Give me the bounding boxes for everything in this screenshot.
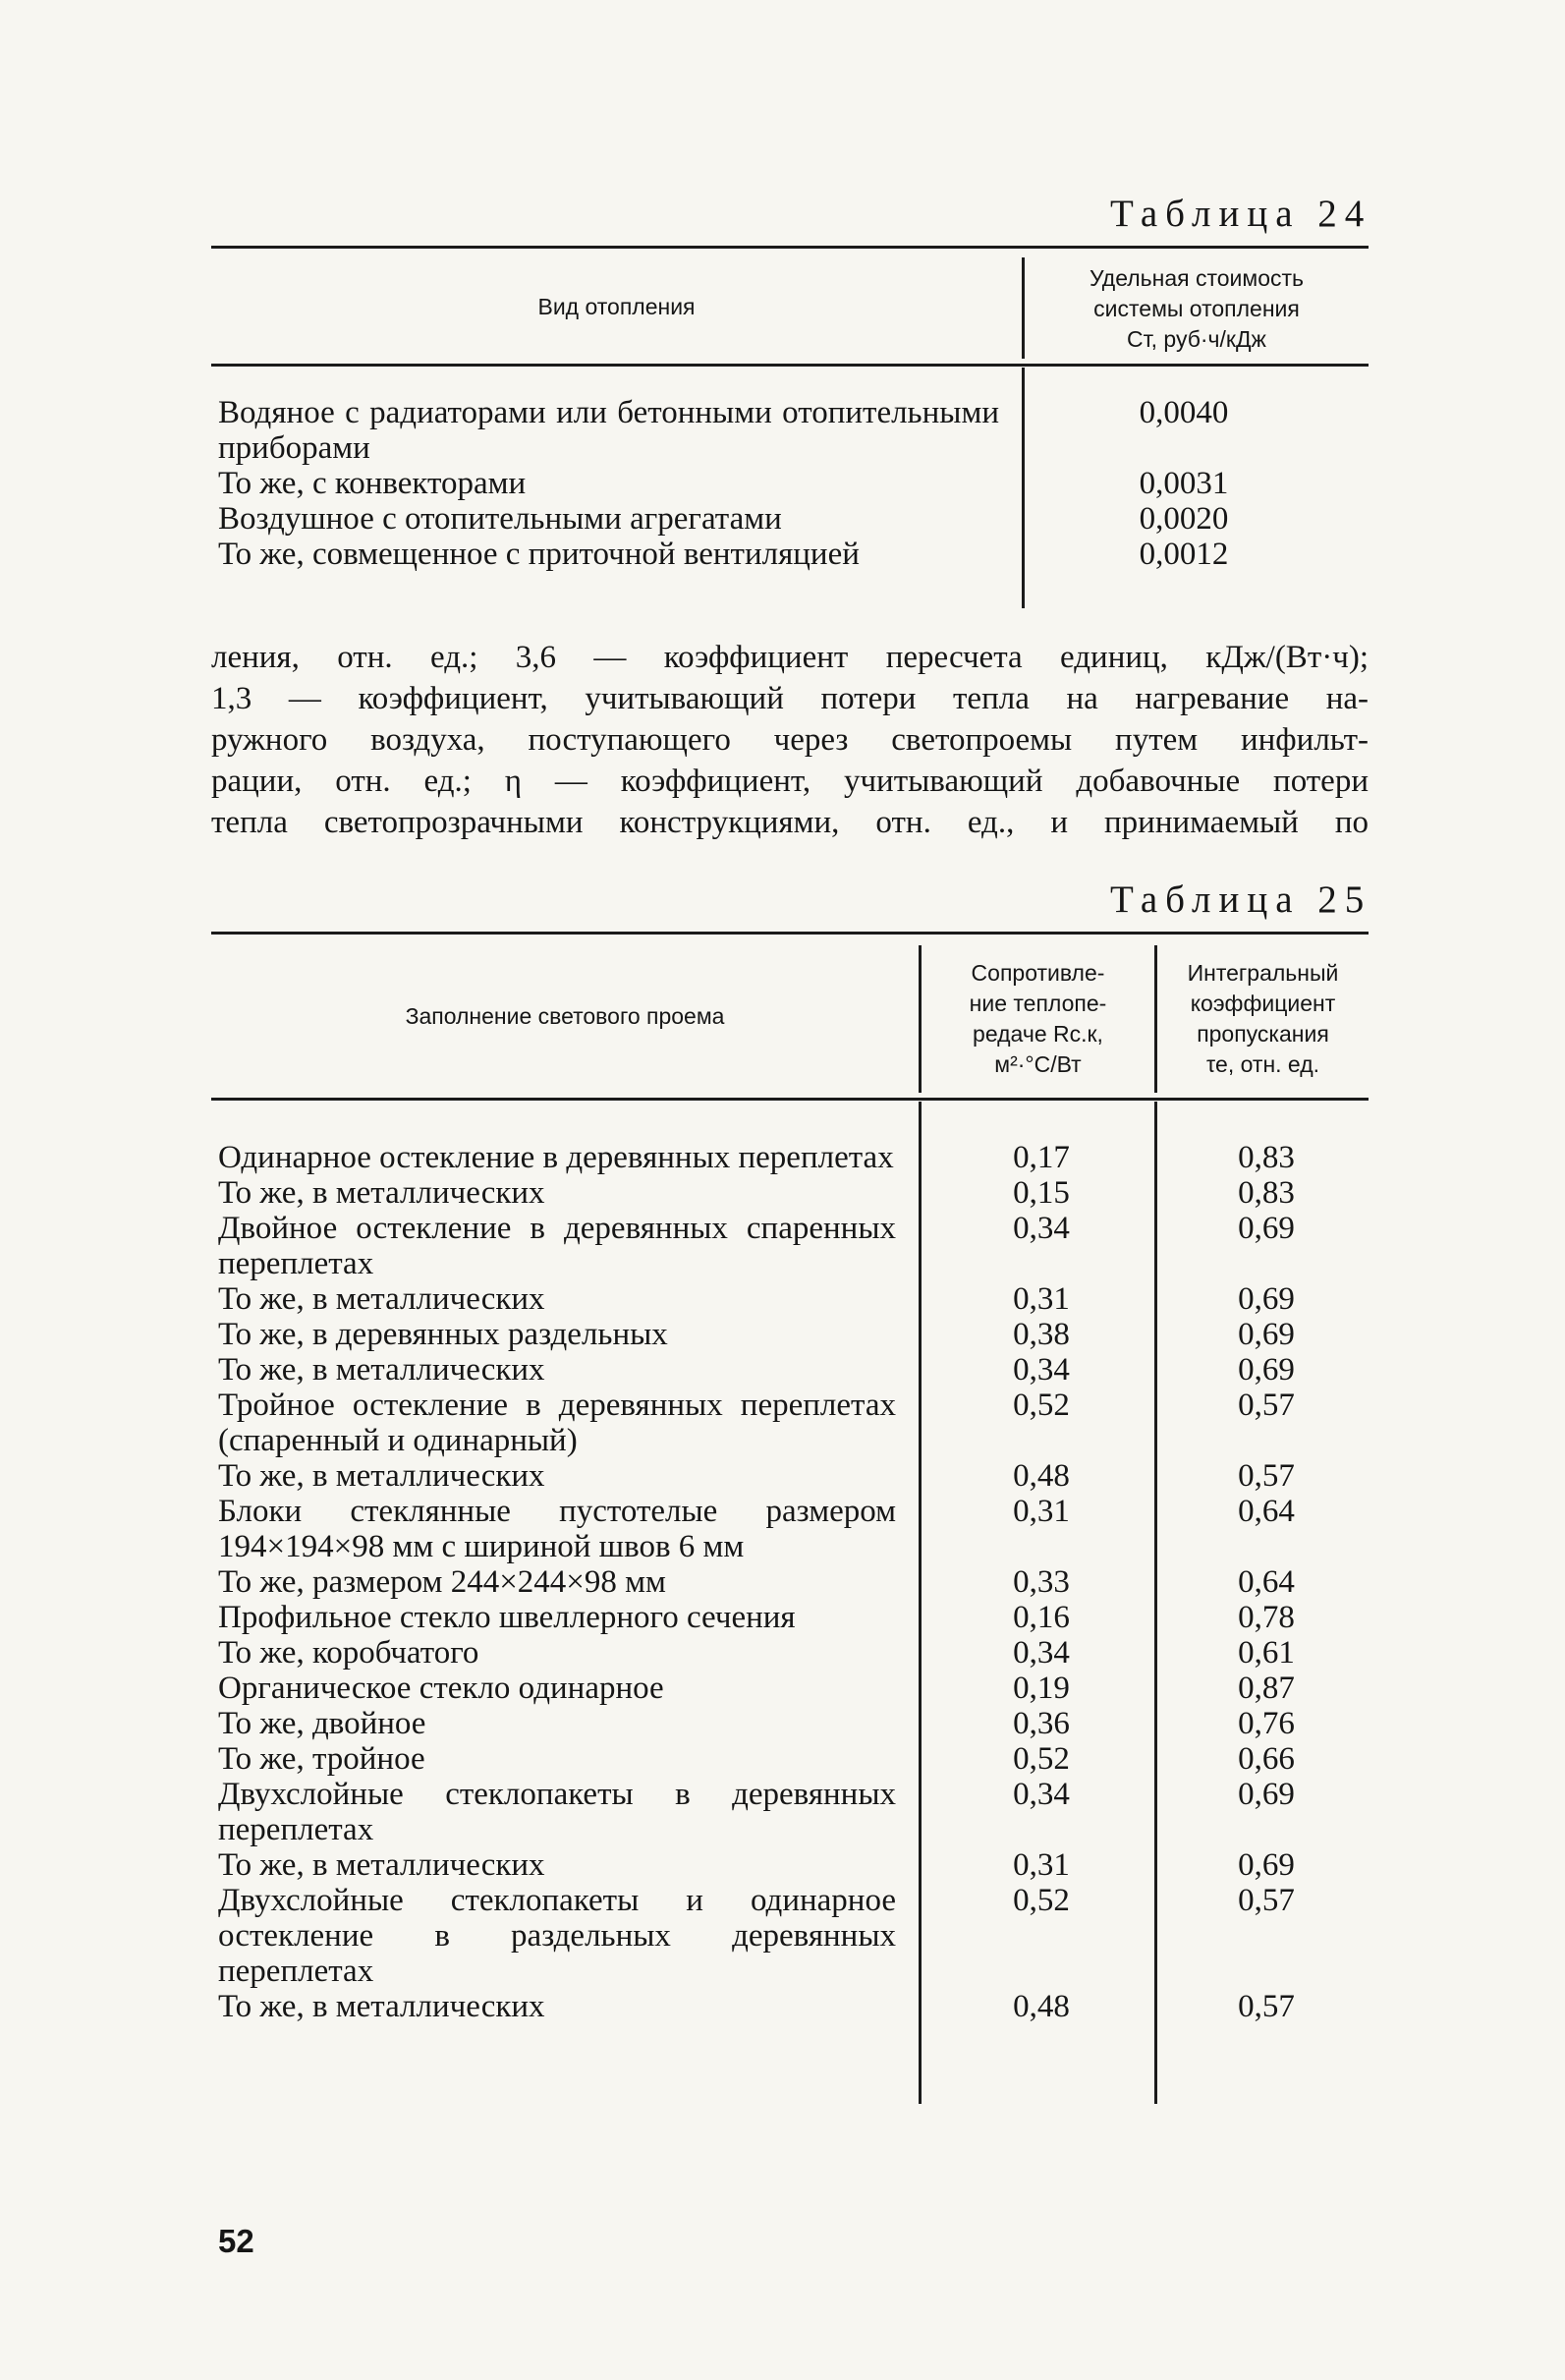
- row-label: То же, в металлических: [218, 1989, 545, 2024]
- header-line: м²·°С/Вт: [994, 1051, 1082, 1077]
- row-label: То же, коробчатого: [218, 1635, 479, 1671]
- table-row: [218, 1388, 1369, 1458]
- row-transmittance: 0,69: [1238, 1352, 1295, 1388]
- row-transmittance: 0,57: [1238, 1883, 1295, 1918]
- row-resistance: 0,31: [1013, 1494, 1070, 1529]
- table-row: [218, 501, 1369, 537]
- row-transmittance: 0,57: [1238, 1458, 1295, 1494]
- row-transmittance: 0,69: [1238, 1211, 1295, 1246]
- row-label: То же, тройное: [218, 1741, 425, 1777]
- table-row: [218, 1317, 1369, 1352]
- row-value: 0,0012: [1139, 537, 1229, 572]
- row-transmittance: 0,78: [1238, 1600, 1295, 1635]
- row-resistance: 0,38: [1013, 1317, 1070, 1352]
- page-number: 52: [218, 2223, 254, 2259]
- row-label: Двойное остекление в деревянных спаренных переплетах: [218, 1211, 896, 1281]
- row-label: Водяное с радиаторами или бетонными отопительными приборами: [218, 395, 999, 466]
- header-line: τе, отн. ед.: [1205, 1051, 1320, 1077]
- header-line: Интегральный: [1187, 960, 1339, 986]
- header-line: редаче Rс.к,: [973, 1021, 1103, 1047]
- row-transmittance: 0,69: [1238, 1777, 1295, 1812]
- table-row: [218, 1706, 1369, 1741]
- row-resistance: 0,34: [1013, 1635, 1070, 1671]
- row-transmittance: 0,57: [1238, 1388, 1295, 1423]
- paragraph-line: ления, отн. ед.; 3,6 — коэффициент пересчета единиц, кДж/(Вт·ч);: [211, 640, 1369, 675]
- row-value: 0,0031: [1139, 466, 1229, 501]
- row-label: То же, с конвекторами: [218, 466, 527, 501]
- table25-header-rule: [211, 1098, 1369, 1101]
- row-label: То же, в деревянных раздельных: [218, 1317, 668, 1352]
- row-label: Двухслойные стеклопакеты и одинарное остекление в раздельных деревянных переплетах: [218, 1883, 896, 1989]
- table-row: [218, 1211, 1369, 1281]
- row-resistance: 0,36: [1013, 1706, 1070, 1741]
- row-resistance: 0,33: [1013, 1564, 1070, 1600]
- row-transmittance: 0,64: [1238, 1564, 1295, 1600]
- body-paragraph: [211, 637, 1369, 843]
- table-row: [218, 395, 1369, 466]
- row-transmittance: 0,83: [1238, 1140, 1295, 1175]
- table24-col1-header: Вид отопления: [537, 293, 696, 319]
- row-label: Одинарное остекление в деревянных переплетах: [218, 1140, 894, 1175]
- table-row: [218, 1777, 1369, 1847]
- header-line: Удельная стоимость: [1089, 264, 1305, 291]
- row-transmittance: 0,57: [1238, 1989, 1295, 2024]
- table25-caption: Таблица 25: [1110, 878, 1372, 921]
- table25-col1-header: Заполнение светового проема: [405, 1002, 725, 1029]
- table25-top-rule: [211, 932, 1369, 935]
- table-row: [218, 1741, 1369, 1777]
- row-resistance: 0,34: [1013, 1777, 1070, 1812]
- table25-col2-header: [922, 943, 1154, 1095]
- table24-top-rule: [211, 246, 1369, 249]
- table-row: [218, 1600, 1369, 1635]
- row-resistance: 0,16: [1013, 1600, 1070, 1635]
- row-resistance: 0,34: [1013, 1211, 1070, 1246]
- header-line: системы отопления: [1093, 295, 1300, 321]
- row-label: То же, в металлических: [218, 1281, 545, 1317]
- paragraph-line: 1,3 — коэффициент, учитывающий потери тепла на нагревание на-: [211, 681, 1369, 716]
- table-row: [218, 1458, 1369, 1494]
- header-line: ние теплопе-: [969, 991, 1107, 1016]
- row-resistance: 0,31: [1013, 1281, 1070, 1317]
- row-resistance: 0,31: [1013, 1847, 1070, 1883]
- paragraph-line: тепла светопрозрачными конструкциями, отн. ед., и принимаемый по: [211, 805, 1369, 840]
- row-label: Профильное стекло швеллерного сечения: [218, 1600, 796, 1635]
- row-transmittance: 0,69: [1238, 1847, 1295, 1883]
- header-line: Cт, руб·ч/кДж: [1127, 325, 1266, 352]
- row-resistance: 0,48: [1013, 1989, 1070, 2024]
- header-line: коэффициент: [1190, 991, 1336, 1016]
- row-transmittance: 0,66: [1238, 1741, 1295, 1777]
- table24-body: [218, 395, 1369, 572]
- row-transmittance: 0,76: [1238, 1706, 1295, 1741]
- table-row: [218, 1847, 1369, 1883]
- table-row: [218, 1883, 1369, 1989]
- row-value: 0,0020: [1139, 501, 1229, 537]
- table25-col3-header: [1157, 943, 1369, 1095]
- row-resistance: 0,48: [1013, 1458, 1070, 1494]
- table-row: [218, 1564, 1369, 1600]
- row-transmittance: 0,61: [1238, 1635, 1295, 1671]
- table-row: [218, 537, 1369, 572]
- row-resistance: 0,15: [1013, 1175, 1070, 1211]
- row-label: Тройное остекление в деревянных переплетах (спаренный и одинарный): [218, 1388, 896, 1458]
- row-resistance: 0,52: [1013, 1741, 1070, 1777]
- row-label: Воздушное с отопительными агрегатами: [218, 501, 782, 537]
- row-resistance: 0,19: [1013, 1671, 1070, 1706]
- header-line: Сопротивле-: [971, 960, 1105, 986]
- row-transmittance: 0,69: [1238, 1317, 1295, 1352]
- table-row: [218, 1281, 1369, 1317]
- table-row: [218, 466, 1369, 501]
- table-row: [218, 1635, 1369, 1671]
- row-label: То же, размером 244×244×98 мм: [218, 1564, 666, 1600]
- row-transmittance: 0,69: [1238, 1281, 1295, 1317]
- header-line: пропускания: [1197, 1021, 1329, 1047]
- row-label: То же, совмещенное с приточной вентиляцией: [218, 537, 860, 572]
- row-resistance: 0,52: [1013, 1883, 1070, 1918]
- table-row: [218, 1352, 1369, 1388]
- paragraph-line: ружного воздуха, поступающего через светопроемы путем инфильт-: [211, 722, 1369, 758]
- row-transmittance: 0,83: [1238, 1175, 1295, 1211]
- row-label: Двухслойные стеклопакеты в деревянных переплетах: [218, 1777, 896, 1847]
- row-label: Органическое стекло одинарное: [218, 1671, 664, 1706]
- row-label: То же, в металлических: [218, 1847, 545, 1883]
- table-row: [218, 1494, 1369, 1564]
- table24-header-rule: [211, 364, 1369, 367]
- row-transmittance: 0,87: [1238, 1671, 1295, 1706]
- row-label: Блоки стеклянные пустотелые размером 194×194×98 мм с шириной швов 6 мм: [218, 1494, 896, 1564]
- row-transmittance: 0,64: [1238, 1494, 1295, 1529]
- table-row: [218, 1671, 1369, 1706]
- row-label: То же, двойное: [218, 1706, 426, 1741]
- row-label: То же, в металлических: [218, 1175, 545, 1211]
- table24-caption: Таблица 24: [1110, 193, 1372, 235]
- paragraph-line: рации, отн. ед.; η — коэффициент, учитывающий добавочные потери: [211, 764, 1369, 799]
- table25-body: [218, 1140, 1369, 2024]
- row-label: То же, в металлических: [218, 1352, 545, 1388]
- table-row: [218, 1140, 1369, 1175]
- table-row: [218, 1175, 1369, 1211]
- row-value: 0,0040: [1139, 395, 1229, 430]
- table-row: [218, 1989, 1369, 2024]
- table24-col2-header: [1025, 255, 1369, 362]
- row-resistance: 0,52: [1013, 1388, 1070, 1423]
- row-label: То же, в металлических: [218, 1458, 545, 1494]
- row-resistance: 0,34: [1013, 1352, 1070, 1388]
- row-resistance: 0,17: [1013, 1140, 1070, 1175]
